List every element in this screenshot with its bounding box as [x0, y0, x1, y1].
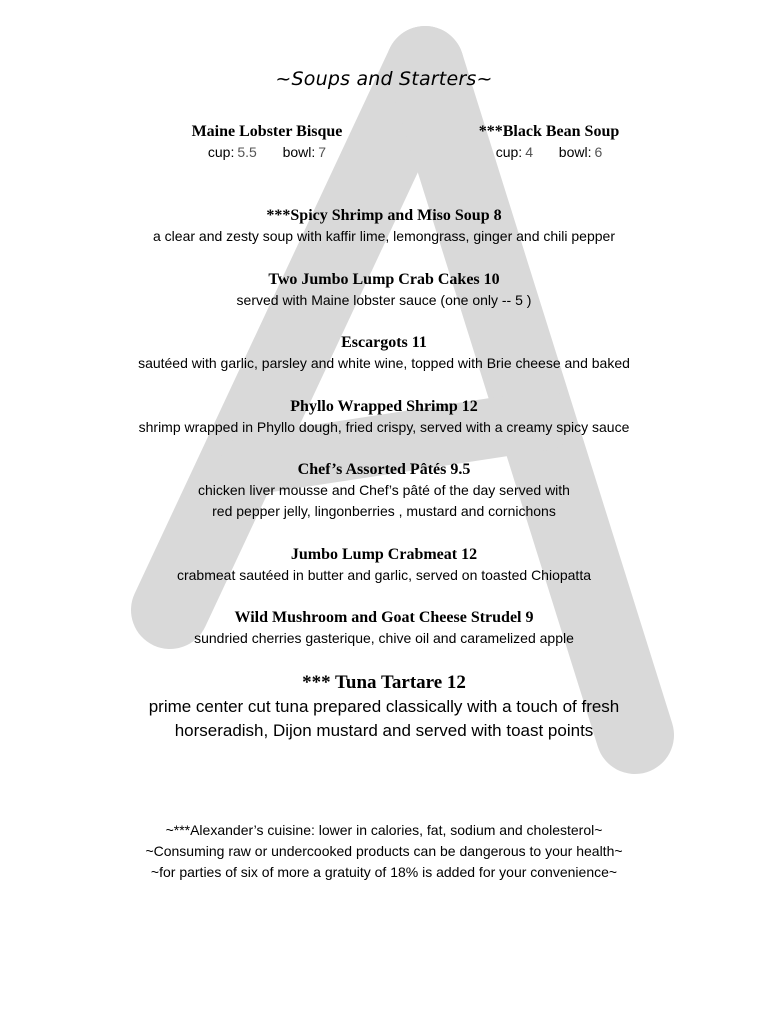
- item-name: Jumbo Lump Crabmeat 12: [290, 546, 478, 563]
- item-description: sautéed with garlic, parsley and white wine, topped with Brie cheese and baked: [138, 355, 630, 371]
- item-name: Chef’s Assorted Pâtés 9.5: [297, 461, 471, 478]
- item-description: shrimp wrapped in Phyllo dough, fried crispy, served with a creamy spicy sauce: [138, 419, 630, 435]
- menu-item-tuna-tartare: [0, 671, 768, 743]
- footnote: ~for parties of six of more a gratuity of 18% is added for your convenience~: [150, 864, 618, 880]
- bowl-label: bowl:: [282, 144, 316, 160]
- item-name: Two Jumbo Lump Crab Cakes 10: [268, 271, 500, 288]
- item-description: sundried cherries gasterique, chive oil and caramelized apple: [194, 630, 574, 646]
- menu-title: ~Soups and Starters~: [275, 68, 493, 90]
- soup-name: ***Black Bean Soup: [478, 123, 620, 140]
- bowl-label: bowl:: [558, 144, 592, 160]
- soup-prices: [137, 142, 397, 162]
- menu-item-escargots: [0, 333, 768, 374]
- item-description: horseradish, Dijon mustard and served with toast points: [174, 721, 594, 740]
- menu-footnotes: [0, 820, 768, 883]
- item-description: red pepper jelly, lingonberries , mustard and cornichons: [212, 503, 556, 519]
- footnote: ~Consuming raw or undercooked products can be dangerous to your health~: [145, 843, 623, 859]
- menu-item-spicy-shrimp-miso: [0, 206, 768, 247]
- item-description: prime center cut tuna prepared classically with a touch of fresh: [148, 697, 620, 716]
- cup-label: cup:: [495, 144, 523, 160]
- item-name: Escargots 11: [341, 334, 427, 351]
- item-description: a clear and zesty soup with kaffir lime, lemongrass, ginger and chili pepper: [153, 228, 615, 244]
- cup-price: 4: [525, 144, 533, 160]
- cup-price: 5.5: [237, 144, 257, 160]
- bowl-price: 7: [318, 144, 327, 160]
- soup-lobster-bisque: [137, 122, 397, 162]
- item-description: crabmeat sautéed in butter and garlic, served on toasted Chiopatta: [176, 567, 592, 583]
- item-description: chicken liver mousse and Chef’s pâté of the day served with: [198, 482, 570, 498]
- bowl-price: 6: [594, 144, 603, 160]
- cup-label: cup:: [207, 144, 235, 160]
- soup-name: Maine Lobster Bisque: [191, 123, 343, 140]
- item-name: ***Spicy Shrimp and Miso Soup 8: [266, 207, 502, 224]
- menu-item-crabmeat: [0, 545, 768, 586]
- menu-item-phyllo-shrimp: [0, 397, 768, 438]
- item-name: Phyllo Wrapped Shrimp 12: [290, 398, 478, 415]
- menu-item-crab-cakes: [0, 270, 768, 311]
- item-name: Wild Mushroom and Goat Cheese Strudel 9: [234, 609, 534, 626]
- menu-item-mushroom-strudel: [0, 608, 768, 649]
- item-name: *** Tuna Tartare 12: [302, 672, 466, 693]
- footnote: ~***Alexander’s cuisine: lower in calories, fat, sodium and cholesterol~: [165, 822, 603, 838]
- item-description: served with Maine lobster sauce (one only -- 5 ): [236, 292, 532, 308]
- soup-prices: [419, 142, 679, 162]
- menu-item-pates: [0, 460, 768, 522]
- soup-black-bean: [419, 122, 679, 162]
